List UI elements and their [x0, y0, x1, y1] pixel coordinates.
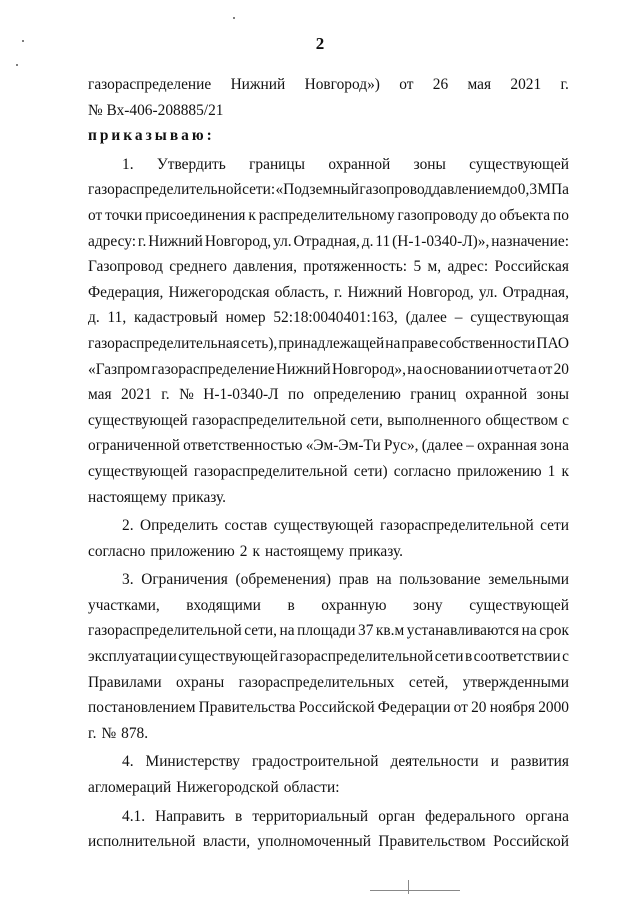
word: существующей — [273, 517, 374, 535]
word: уполномоченный — [257, 833, 371, 851]
word: приказу. — [172, 488, 227, 506]
word: существующая — [470, 309, 569, 327]
text-line — [88, 593, 569, 619]
word: газораспределительной — [193, 462, 348, 480]
text-line — [88, 331, 569, 357]
word: г. — [161, 386, 170, 404]
word: охранной — [465, 386, 528, 404]
word: 3. — [122, 571, 134, 589]
word: г. — [333, 283, 343, 301]
word: Федерации — [377, 699, 451, 717]
word: Правилами — [88, 673, 162, 691]
word: ул. — [478, 283, 498, 301]
scan-speck — [233, 17, 235, 19]
word: назначение: — [491, 232, 569, 250]
word: «Эм-Эм-Ти — [305, 437, 381, 455]
word: МПа — [537, 181, 569, 199]
text-line — [88, 695, 569, 721]
word: мая — [467, 76, 492, 93]
text-line — [88, 98, 569, 124]
word: охранная — [477, 437, 537, 455]
word: 11 — [375, 232, 391, 250]
word: мая — [88, 386, 112, 404]
word: 20 — [553, 360, 569, 378]
text-line — [88, 152, 569, 178]
word: орган — [378, 807, 415, 825]
word: газораспределение — [151, 360, 275, 378]
word: Отрадная, — [502, 283, 569, 301]
text-line — [88, 644, 569, 670]
word: Российская — [494, 258, 569, 276]
word: с — [562, 411, 569, 429]
word: площади — [297, 622, 356, 640]
word: зона — [540, 437, 569, 455]
text-line — [88, 459, 569, 485]
word: федерального — [425, 807, 516, 825]
word: Правительством — [378, 833, 486, 851]
word: развития — [510, 753, 569, 771]
word: Отрадная, — [293, 232, 360, 250]
word: протяженность: — [303, 258, 408, 276]
document-body — [88, 72, 569, 855]
word: территориальный — [252, 807, 369, 825]
text-line — [88, 775, 569, 801]
word: адресу: — [88, 232, 136, 250]
word: сети) — [353, 462, 388, 480]
word: газораспределительных — [238, 673, 395, 691]
word: присоединения — [145, 206, 246, 224]
word: на — [521, 622, 537, 640]
word: давления, — [233, 258, 297, 276]
word: м, — [427, 258, 442, 276]
word: № — [179, 386, 194, 404]
word: участками, — [88, 596, 160, 614]
word: г. — [88, 724, 97, 742]
text-line — [88, 203, 569, 229]
word: Н-1-0340-Л — [203, 386, 279, 404]
word: (далее — [421, 437, 463, 455]
word: сеть), — [240, 334, 278, 352]
word: 2. — [122, 517, 134, 535]
word: исполнительной — [88, 833, 196, 851]
word: Нижний — [347, 283, 403, 301]
word: по — [288, 386, 304, 404]
word: градостроительной — [251, 753, 379, 771]
word: 37 — [358, 622, 374, 640]
word: приложению — [457, 462, 542, 480]
word: Новгород, — [204, 232, 272, 250]
word: Новгород», — [331, 360, 406, 378]
word: прав — [338, 571, 369, 589]
word: Рус», — [383, 437, 419, 455]
word: соответствии — [473, 648, 561, 666]
text-line — [88, 721, 569, 747]
word: газораспределительная — [88, 334, 240, 352]
word: сети, — [244, 622, 277, 640]
text-line — [88, 254, 569, 280]
text-line — [88, 804, 569, 830]
scan-edge-tick — [408, 880, 409, 894]
text-line — [88, 749, 569, 775]
text-line — [88, 280, 569, 306]
word: Утвердить — [156, 155, 226, 173]
word: границ — [410, 386, 456, 404]
word: (обременения) — [235, 571, 332, 589]
word: выполненного — [387, 411, 482, 429]
word: 20 — [471, 699, 487, 717]
word: сети — [540, 517, 569, 535]
word: зоны — [413, 155, 446, 173]
word: агломераций — [88, 779, 172, 797]
word: 1. — [122, 155, 134, 173]
word: в — [464, 648, 473, 666]
word: 2 — [239, 542, 248, 560]
word: сетей, — [408, 673, 449, 691]
word: сети, — [350, 411, 383, 429]
text-line — [88, 618, 569, 644]
word: к — [561, 462, 569, 480]
text-line — [88, 382, 569, 408]
scan-speck — [22, 40, 24, 42]
word: обществом — [485, 411, 558, 429]
word: точки — [105, 206, 143, 224]
word: с — [562, 648, 569, 666]
word: области: — [283, 779, 340, 797]
text-line — [88, 72, 569, 98]
word: земельными — [488, 571, 569, 589]
word: Министерству — [145, 753, 240, 771]
word: сети — [434, 648, 464, 666]
word: газораспределительной — [379, 517, 534, 535]
text-line — [88, 539, 569, 565]
text-line — [88, 567, 569, 593]
word: в — [234, 807, 243, 825]
word: среднего — [169, 258, 227, 276]
text-line — [88, 123, 569, 149]
word: номер — [225, 309, 266, 327]
word: охраны — [176, 673, 225, 691]
word: Направить — [155, 807, 225, 825]
text-line — [88, 513, 569, 539]
word: Нижегородской — [176, 779, 279, 797]
word: газораспределительной — [279, 648, 434, 666]
word: принадлежащей — [278, 334, 385, 352]
word: 1 — [547, 462, 556, 480]
word: Определить — [140, 517, 218, 535]
word: 26 — [432, 76, 449, 93]
word: сети: — [242, 181, 276, 199]
word: газораспределительной — [88, 181, 242, 199]
word: газопровод — [359, 181, 433, 199]
word: № Вх-406-208885/21 — [88, 101, 224, 119]
word: 4. — [122, 753, 134, 771]
word: давлением — [432, 181, 502, 199]
word: власти, — [202, 833, 251, 851]
word: г. — [560, 76, 569, 93]
word: на — [376, 571, 392, 589]
word: охранной — [328, 155, 391, 173]
word: в — [287, 596, 295, 614]
word: существующей — [469, 596, 569, 614]
word: от — [399, 76, 414, 93]
word: к — [252, 542, 260, 560]
word: определению — [313, 386, 401, 404]
word: состав — [224, 517, 268, 535]
text-line — [88, 485, 569, 511]
word: эксплуатации — [88, 648, 177, 666]
word: устанавливаются — [406, 622, 520, 640]
word: приложению — [150, 542, 235, 560]
word: пользование — [399, 571, 481, 589]
text-line — [88, 829, 569, 855]
word: охранную — [321, 596, 387, 614]
word: ограниченной — [88, 437, 180, 455]
word: 52:18:0040401:163, — [273, 309, 398, 327]
word: от — [88, 206, 103, 224]
word: настоящему — [88, 488, 168, 506]
word: Нижний — [230, 76, 286, 93]
word: существующей — [178, 648, 279, 666]
word: ответственностью — [183, 437, 303, 455]
word: – — [466, 437, 474, 455]
word: распределительному — [258, 206, 395, 224]
word: приказу. — [348, 542, 403, 560]
word: объекта — [499, 206, 551, 224]
scan-speck — [16, 64, 18, 66]
word: газопроводу — [397, 206, 478, 224]
word: согласно — [393, 462, 452, 480]
text-line — [88, 357, 569, 383]
word: кв.м — [375, 622, 405, 640]
word: д. — [88, 309, 100, 327]
word: по — [553, 206, 569, 224]
scan-edge-mark — [370, 890, 460, 891]
word: основании — [423, 360, 494, 378]
text-line — [88, 433, 569, 459]
word: от — [453, 699, 468, 717]
word: 11, — [107, 309, 127, 327]
word: «Газпром — [88, 360, 151, 378]
word: органа — [525, 807, 569, 825]
word: на — [385, 334, 401, 352]
text-line — [88, 177, 569, 203]
word: Нижегородская — [168, 283, 270, 301]
word: № — [101, 724, 117, 742]
word: 4.1. — [122, 807, 146, 825]
word: 0,3 — [517, 181, 538, 199]
word: Газопровод — [88, 258, 163, 276]
text-line — [88, 229, 569, 255]
word: существующей — [469, 155, 569, 173]
word: входящими — [186, 596, 261, 614]
word: 2021 — [120, 386, 152, 404]
word: 878. — [121, 724, 149, 742]
word: ул. — [273, 232, 292, 250]
word: г. — [137, 232, 147, 250]
word: деятельности — [390, 753, 479, 771]
word: настоящему — [264, 542, 344, 560]
word: Ограничения — [141, 571, 228, 589]
word: собственности — [439, 334, 536, 352]
word: Нижний — [148, 232, 203, 250]
word: газораспределительной — [192, 411, 346, 429]
word: до — [501, 181, 518, 199]
word: д. — [361, 232, 374, 250]
word: кадастровый — [134, 309, 218, 327]
word: Правительства — [198, 699, 296, 717]
word: зону — [413, 596, 443, 614]
word: (далее — [405, 309, 447, 327]
word: газораспределение — [88, 76, 212, 93]
word: газораспределительной — [88, 622, 242, 640]
word: на — [407, 360, 423, 378]
word: ПАО — [536, 334, 569, 352]
word: границы — [249, 155, 305, 173]
word: и — [490, 753, 499, 771]
word: утвержденными — [462, 673, 569, 691]
word: постановлением — [88, 699, 196, 717]
word: зоны — [536, 386, 569, 404]
text-line — [88, 305, 569, 331]
word: «Подземный — [275, 181, 360, 199]
text-line — [88, 408, 569, 434]
word: 5 — [413, 258, 422, 276]
word: существующей — [88, 462, 188, 480]
word: Российской — [298, 699, 375, 717]
word: к — [248, 206, 256, 224]
word: отчета — [494, 360, 537, 378]
word: ноября — [489, 699, 536, 717]
word: существующей — [88, 411, 188, 429]
word: Новгород») — [304, 76, 380, 93]
word: Федерация, — [88, 283, 164, 301]
word: – — [454, 309, 463, 327]
page-number: 2 — [315, 34, 325, 53]
word: согласно — [88, 542, 146, 560]
word: до — [480, 206, 497, 224]
word: (Н-1-0340-Л)», — [392, 232, 490, 250]
text-line — [88, 670, 569, 696]
word: праве — [401, 334, 439, 352]
word: область, — [274, 283, 329, 301]
word: от — [538, 360, 553, 378]
word: Российской — [493, 833, 569, 851]
word: Новгород, — [407, 283, 474, 301]
word: 2000 — [538, 699, 569, 717]
word: приказываю: — [88, 127, 215, 145]
word: Нижний — [275, 360, 331, 378]
word: адрес: — [447, 258, 489, 276]
word: на — [279, 622, 295, 640]
word: 2021 — [510, 76, 542, 93]
word: срок — [539, 622, 569, 640]
